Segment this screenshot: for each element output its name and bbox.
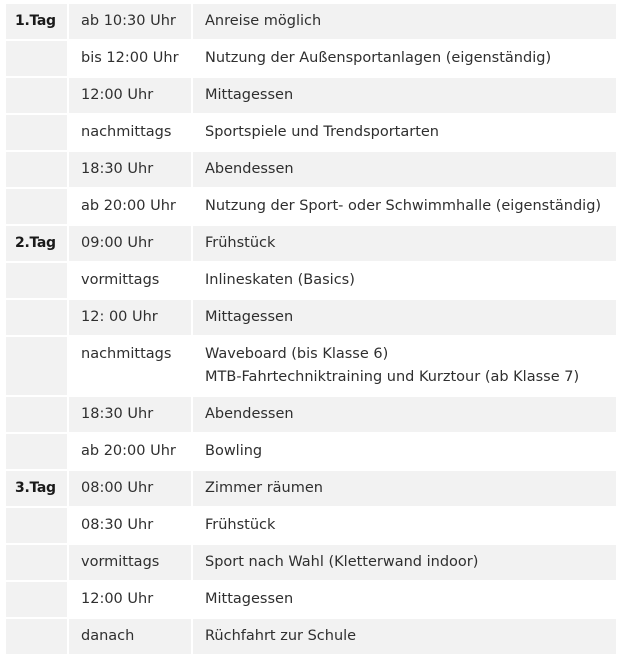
table-row: [6, 115, 616, 152]
activity-text: Waveboard (bis Klasse 6): [205, 346, 389, 362]
day-cell: [6, 619, 67, 656]
activity-text: Rüchfahrt zur Schule: [205, 628, 357, 644]
day-cell: [6, 152, 67, 189]
time-cell: 08:30 Uhr: [67, 508, 191, 545]
activity-cell: [191, 545, 616, 582]
activity-text: Sportspiele und Trendsportarten: [205, 124, 439, 140]
activity-cell: [191, 434, 616, 471]
day-cell: [6, 545, 67, 582]
activity-cell: [191, 263, 616, 300]
activity-cell: [191, 41, 616, 78]
day-cell: [6, 434, 67, 471]
activity-cell: [191, 582, 616, 619]
time-cell: vormittags: [67, 545, 191, 582]
activity-cell: [191, 78, 616, 115]
activity-text: Nutzung der Sport- oder Schwimmhalle (eigenständig): [205, 198, 602, 214]
activity-text: Abendessen: [205, 161, 294, 177]
time-cell: nachmittags: [67, 337, 191, 397]
activity-text: Mittagessen: [205, 591, 294, 607]
time-cell: ab 10:30 Uhr: [67, 4, 191, 41]
activity-cell: [191, 471, 616, 508]
day-cell: [6, 300, 67, 337]
table-row: [6, 434, 616, 471]
table-row: [6, 545, 616, 582]
table-row: [6, 152, 616, 189]
activity-cell: [191, 337, 616, 397]
day-cell: 2.Tag: [6, 226, 67, 263]
activity-text: MTB-Fahrtechniktraining und Kurztour (ab Klasse 7): [205, 369, 580, 385]
table-row: [6, 582, 616, 619]
time-cell: 18:30 Uhr: [67, 152, 191, 189]
day-cell: 1.Tag: [6, 4, 67, 41]
day-cell: [6, 508, 67, 545]
table-row: [6, 397, 616, 434]
activity-text: Mittagessen: [205, 309, 294, 325]
activity-cell: [191, 397, 616, 434]
day-cell: [6, 78, 67, 115]
activity-text: Frühstück: [205, 517, 276, 533]
time-cell: 18:30 Uhr: [67, 397, 191, 434]
time-cell: 09:00 Uhr: [67, 226, 191, 263]
schedule-table: [6, 4, 616, 656]
activity-text: Bowling: [205, 443, 263, 459]
table-row: [6, 263, 616, 300]
time-cell: 08:00 Uhr: [67, 471, 191, 508]
activity-cell: [191, 226, 616, 263]
day-cell: 3.Tag: [6, 471, 67, 508]
activity-cell: [191, 619, 616, 656]
time-cell: danach: [67, 619, 191, 656]
activity-text: Anreise möglich: [205, 13, 322, 29]
day-cell: [6, 397, 67, 434]
day-cell: [6, 41, 67, 78]
table-row: [6, 41, 616, 78]
table-row: [6, 4, 616, 41]
time-cell: bis 12:00 Uhr: [67, 41, 191, 78]
activity-text: Abendessen: [205, 406, 294, 422]
activity-cell: [191, 4, 616, 41]
time-cell: 12:00 Uhr: [67, 582, 191, 619]
time-cell: ab 20:00 Uhr: [67, 189, 191, 226]
table-row: [6, 300, 616, 337]
time-cell: ab 20:00 Uhr: [67, 434, 191, 471]
day-cell: [6, 582, 67, 619]
time-cell: 12:00 Uhr: [67, 78, 191, 115]
time-cell: 12: 00 Uhr: [67, 300, 191, 337]
activity-text: Frühstück: [205, 235, 276, 251]
activity-text: Zimmer räumen: [205, 480, 323, 496]
activity-cell: [191, 508, 616, 545]
activity-cell: [191, 115, 616, 152]
time-cell: nachmittags: [67, 115, 191, 152]
activity-text: Mittagessen: [205, 87, 294, 103]
table-row: [6, 508, 616, 545]
activity-cell: [191, 189, 616, 226]
day-cell: [6, 115, 67, 152]
table-row: [6, 337, 616, 397]
activity-cell: [191, 300, 616, 337]
table-row: [6, 189, 616, 226]
table-row: [6, 619, 616, 656]
activity-text: Sport nach Wahl (Kletterwand indoor): [205, 554, 479, 570]
activity-text: Nutzung der Außensportanlagen (eigenständig): [205, 50, 552, 66]
table-row: [6, 78, 616, 115]
table-row: [6, 226, 616, 263]
table-row: [6, 471, 616, 508]
schedule-body: [6, 4, 616, 656]
time-cell: vormittags: [67, 263, 191, 300]
day-cell: [6, 337, 67, 397]
day-cell: [6, 263, 67, 300]
day-cell: [6, 189, 67, 226]
activity-text: Inlineskaten (Basics): [205, 272, 355, 288]
activity-cell: [191, 152, 616, 189]
